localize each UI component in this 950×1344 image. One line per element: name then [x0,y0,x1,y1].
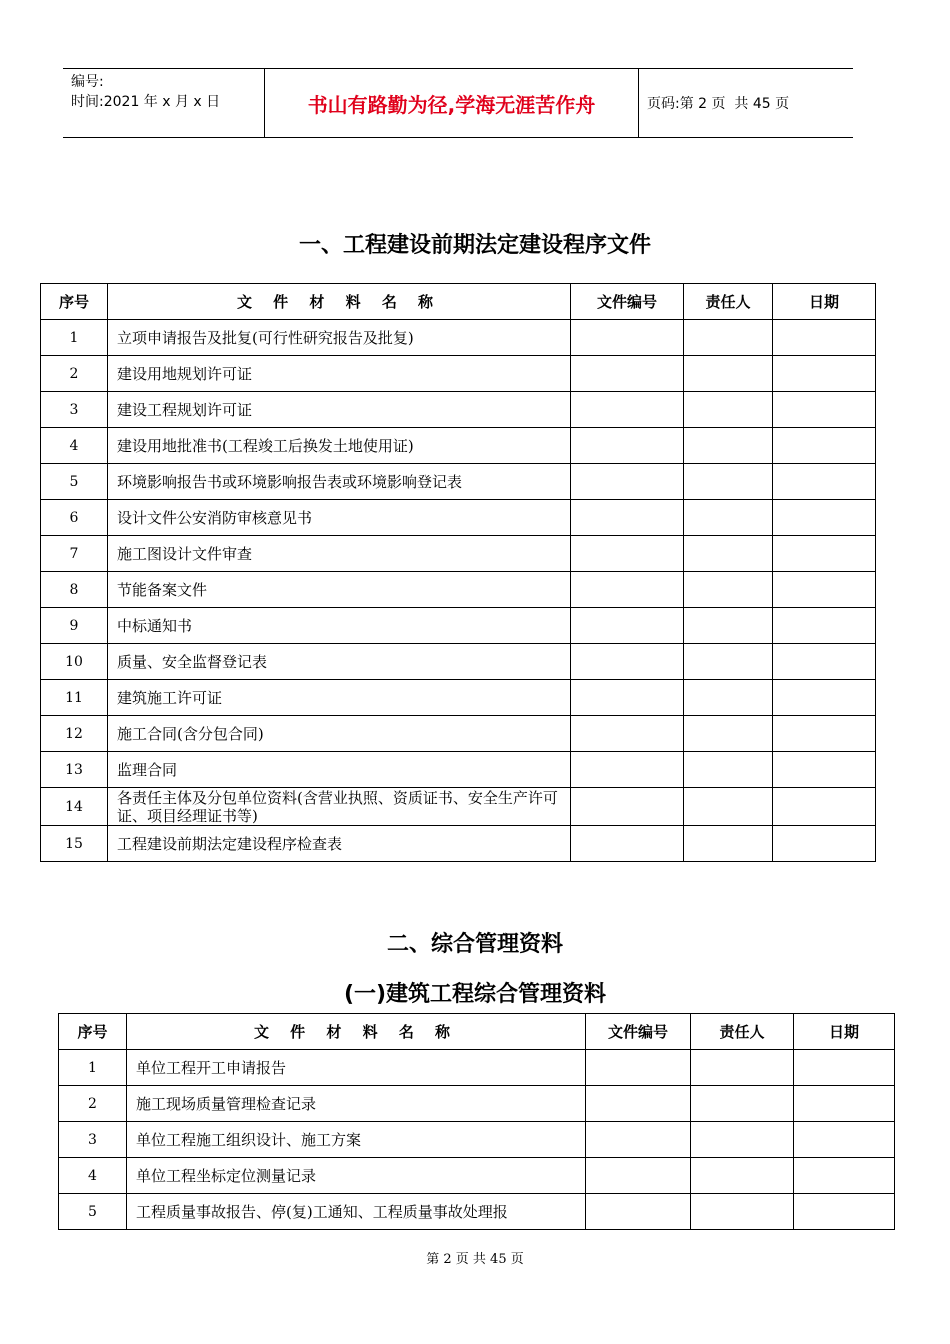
document-code-cell [586,1158,691,1194]
table-row [41,500,876,536]
section2-subtitle: (一)建筑工程综合管理资料 [343,982,607,1007]
document-date: 时间:2021 年 x 月 x 日 [71,94,221,110]
row-number: 15 [41,826,108,862]
date-cell [773,320,876,356]
column-header-responsible: 责任人 [684,284,773,320]
table-row [41,826,876,862]
document-code-cell [586,1194,691,1230]
document-name: 监理合同 [108,752,571,788]
table-row [41,536,876,572]
responsible-person-cell [691,1194,794,1230]
section2-table [58,1013,895,1230]
table-row [41,644,876,680]
responsible-person-cell [684,500,773,536]
responsible-person-cell [684,464,773,500]
document-code-cell [571,644,684,680]
document-code-cell [571,536,684,572]
document-code-cell [571,464,684,500]
date-cell [773,680,876,716]
header-meta [71,69,263,140]
responsible-person-cell [684,644,773,680]
document-name: 环境影响报告书或环境影响报告表或环境影响登记表 [108,464,571,500]
document-name: 施工现场质量管理检查记录 [127,1086,586,1122]
row-number: 1 [59,1050,127,1086]
table-row [41,464,876,500]
date-cell [773,572,876,608]
responsible-person-cell [684,320,773,356]
column-header-code: 文件编号 [571,284,684,320]
document-name: 单位工程开工申请报告 [127,1050,586,1086]
row-number: 13 [41,752,108,788]
table-row [41,788,876,826]
section1-table [40,283,876,862]
document-name: 工程建设前期法定建设程序检查表 [108,826,571,862]
page-header [63,68,853,138]
section1-title: 一、工程建设前期法定建设程序文件 [298,233,651,258]
responsible-person-cell [684,752,773,788]
document-name: 单位工程施工组织设计、施工方案 [127,1122,586,1158]
table-row [41,356,876,392]
document-name: 建筑施工许可证 [108,680,571,716]
document-code-cell [586,1086,691,1122]
row-number: 2 [41,356,108,392]
header-page-number [647,69,853,137]
row-number: 4 [59,1158,127,1194]
document-name: 中标通知书 [108,608,571,644]
date-cell [773,464,876,500]
row-number: 6 [41,500,108,536]
row-number: 5 [59,1194,127,1230]
date-cell [773,536,876,572]
date-cell [794,1050,895,1086]
document-name: 各责任主体及分包单位资料(含营业执照、资质证书、安全生产许可证、项目经理证书等) [108,788,571,826]
document-name: 节能备案文件 [108,572,571,608]
document-code-cell [571,788,684,826]
document-code-cell [571,356,684,392]
row-number: 14 [41,788,108,826]
responsible-person-cell [684,536,773,572]
date-cell [794,1194,895,1230]
document-name: 单位工程坐标定位测量记录 [127,1158,586,1194]
document-name: 建设用地批准书(工程竣工后换发土地使用证) [108,428,571,464]
document-code-cell [571,680,684,716]
date-cell [773,428,876,464]
date-cell [773,788,876,826]
date-cell [773,826,876,862]
row-number: 5 [41,464,108,500]
document-name: 建设工程规划许可证 [108,392,571,428]
responsible-person-cell [684,428,773,464]
table-row [41,608,876,644]
header-motto: 书山有路勤为径,学海无涯苦作舟 [264,69,639,137]
table-header-row [59,1014,895,1050]
table-row [59,1194,895,1230]
document-name: 质量、安全监督登记表 [108,644,571,680]
responsible-person-cell [684,608,773,644]
date-cell [773,356,876,392]
page-footer: 第 2 页 共 45 页 [426,1252,524,1267]
document-name: 工程质量事故报告、停(复)工通知、工程质量事故处理报 [127,1194,586,1230]
document-code-cell [571,826,684,862]
responsible-person-cell [684,356,773,392]
table-row [41,716,876,752]
table-row [41,752,876,788]
document-code-cell [571,572,684,608]
section2-table-body [59,1050,895,1230]
responsible-person-cell [684,788,773,826]
responsible-person-cell [684,716,773,752]
responsible-person-cell [684,826,773,862]
responsible-person-cell [691,1158,794,1194]
date-cell [773,716,876,752]
header-page-label: 页码:第 2 页 共 45 页 [647,96,790,112]
date-cell [773,392,876,428]
column-header-name: 文 件 材 料 名 称 [127,1014,586,1050]
responsible-person-cell [684,392,773,428]
row-number: 11 [41,680,108,716]
row-number: 3 [59,1122,127,1158]
row-number: 8 [41,572,108,608]
date-cell [794,1158,895,1194]
row-number: 4 [41,428,108,464]
row-number: 9 [41,608,108,644]
table-row [59,1122,895,1158]
document-name: 施工合同(含分包合同) [108,716,571,752]
document-code-cell [571,716,684,752]
table-row [41,680,876,716]
row-number: 1 [41,320,108,356]
column-header-no: 序号 [59,1014,127,1050]
table-row [41,320,876,356]
responsible-person-cell [684,572,773,608]
table-row [59,1158,895,1194]
document-code-cell [571,500,684,536]
date-cell [773,644,876,680]
document-code-cell [586,1050,691,1086]
section1-table-body [41,320,876,862]
column-header-no: 序号 [41,284,108,320]
table-row [41,428,876,464]
document-name: 施工图设计文件审查 [108,536,571,572]
row-number: 3 [41,392,108,428]
document-code-label: 编号: [71,74,104,90]
date-cell [773,752,876,788]
table-header-row [41,284,876,320]
column-header-code: 文件编号 [586,1014,691,1050]
column-header-date: 日期 [773,284,876,320]
document-name: 建设用地规划许可证 [108,356,571,392]
responsible-person-cell [691,1122,794,1158]
document-code-cell [571,428,684,464]
document-name: 立项申请报告及批复(可行性研究报告及批复) [108,320,571,356]
responsible-person-cell [691,1050,794,1086]
document-name: 设计文件公安消防审核意见书 [108,500,571,536]
document-code-cell [571,320,684,356]
table-row [41,392,876,428]
column-header-responsible: 责任人 [691,1014,794,1050]
table-row [41,572,876,608]
document-code-cell [571,752,684,788]
date-cell [794,1086,895,1122]
document-code-cell [571,392,684,428]
responsible-person-cell [691,1086,794,1122]
table-row [59,1086,895,1122]
row-number: 12 [41,716,108,752]
date-cell [773,608,876,644]
date-cell [794,1122,895,1158]
section2-title: 二、综合管理资料 [386,932,563,957]
column-header-date: 日期 [794,1014,895,1050]
column-header-name: 文 件 材 料 名 称 [108,284,571,320]
date-cell [773,500,876,536]
row-number: 10 [41,644,108,680]
row-number: 7 [41,536,108,572]
row-number: 2 [59,1086,127,1122]
responsible-person-cell [684,680,773,716]
document-code-cell [586,1122,691,1158]
document-code-cell [571,608,684,644]
table-row [59,1050,895,1086]
